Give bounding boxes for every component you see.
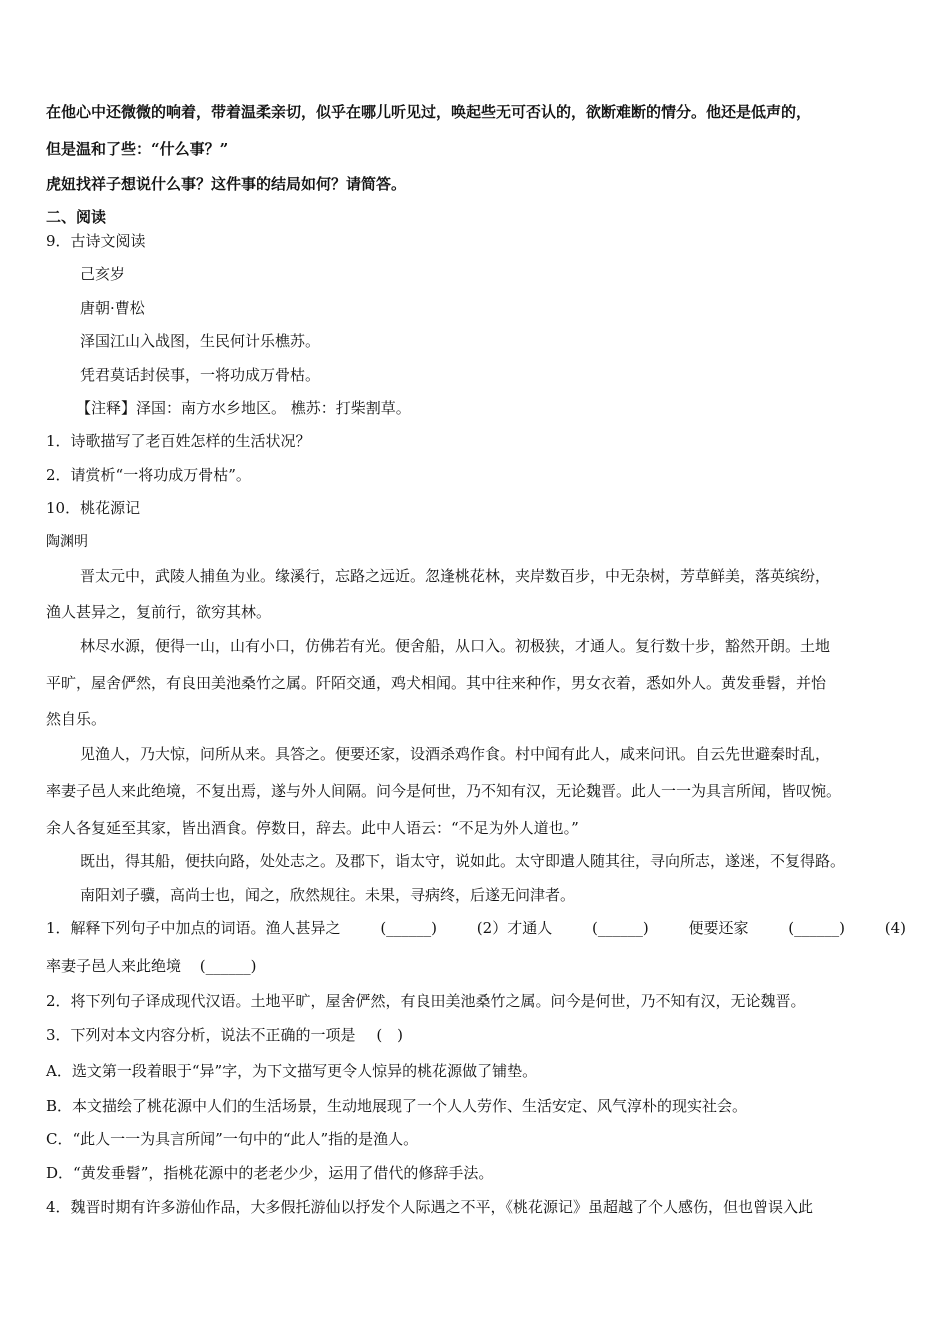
option-a: A．选文第一段着眼于“异”字，为下文描写更令人惊异的桃花源做了铺垫。 <box>46 1062 538 1080</box>
option-d: D．“黄发垂髫”，指桃花源中的老老少少，运用了借代的修辞手法。 <box>46 1164 494 1182</box>
text-p1-line-1: 晋太元中，武陵人捕鱼为业。缘溪行，忘路之远近。忽逢桃花林，夹岸数百步，中无杂树，芳草鲜美，落英缤纷， <box>80 567 831 585</box>
text-p2-line-3: 然自乐。 <box>46 710 107 728</box>
text-p3-line-1: 见渔人，乃大惊，问所从来。具答之。便要还家，设酒杀鸡作食。村中闻有此人，咸来问讯。自云先世避秦时乱， <box>80 745 831 763</box>
answer-paren[interactable]: ( ) <box>376 1026 404 1044</box>
section-heading: 二、阅读 <box>46 208 107 226</box>
text-p2-line-2: 平旷，屋舍俨然，有良田美池桑竹之属。阡陌交通，鸡犬相闻。其中往来种作，男女衣着，悉如外人。黄发垂髫，并怡 <box>46 674 827 692</box>
poem-verse-1: 泽国江山入战图，生民何计乐樵苏。 <box>80 332 321 350</box>
poem-verse-2: 凭君莫话封侯事，一将功成万骨枯。 <box>80 366 321 384</box>
text-p3-line-2: 率妻子邑人来此绝境，不复出焉，遂与外人间隔。问今是何世，乃不知有汉，无论魏晋。此人一一为具言所闻，皆叹惋。 <box>46 782 842 800</box>
text-p5-line-1: 南阳刘子骥，高尚士也，闻之，欣然规往。未果，寻病终，后遂无问津者。 <box>80 886 576 904</box>
q10-sub-1-text: 1．解释下列句子中加点的词语。渔人甚异之 <box>46 919 341 937</box>
blank-3[interactable]: (______) <box>788 919 845 937</box>
q10-sub-1-item-4-num: (4) <box>884 919 906 937</box>
q10-sub-2: 2．将下列句子译成现代汉语。土地平旷，屋舍俨然，有良田美池桑竹之属。问今是何世，乃不知有汉，无论魏晋。 <box>46 992 806 1010</box>
passage-line-2: 但是温和了些：“什么事？” <box>46 140 229 158</box>
passage-line-1: 在他心中还微微的响着，带着温柔亲切，似乎在哪儿听见过，唤起些无可否认的，欲断难断的情分。他还是低声的， <box>46 103 812 121</box>
poem-note: 【注释】泽国：南方水乡地区。 樵苏：打柴割草。 <box>76 399 411 417</box>
q10-sub-1-item-4: 率妻子邑人来此绝境 <box>46 957 182 975</box>
text-p1-line-2: 渔人甚异之，复前行，欲穷其林。 <box>46 603 272 621</box>
option-b: B．本文描绘了桃花源中人们的生活场景，生动地展现了一个人人劳作、生活安定、风气淳朴的现实社会。 <box>46 1097 748 1115</box>
q9-sub-1: 1．诗歌描写了老百姓怎样的生活状况？ <box>46 432 311 450</box>
q9-heading: 9．古诗文阅读 <box>46 232 146 250</box>
blank-4[interactable]: (______) <box>199 957 257 975</box>
text-p4-line-1: 既出，得其船，便扶向路，处处志之。及郡下，诣太守，说如此。太守即遣人随其往，寻向所志，遂迷，不复得路。 <box>80 852 846 870</box>
q9-sub-2: 2．请赏析“一将功成万骨枯”。 <box>46 466 251 484</box>
blank-1[interactable]: (______) <box>380 919 438 937</box>
q10-sub-3-text: 3．下列对本文内容分析，说法不正确的一项是 <box>46 1026 356 1044</box>
q10-author: 陶渊明 <box>46 534 88 550</box>
poem-author: 唐朝·曹松 <box>80 299 145 317</box>
q10-sub-1-row <box>46 918 906 938</box>
text-p2-line-1: 林尽水源，便得一山，山有小口，仿佛若有光。便舍船，从口入。初极狭，才通人。复行数十步，豁然开朗。土地 <box>80 637 831 655</box>
q10-sub-3 <box>46 1025 403 1045</box>
q10-sub-1-item-2: (2）才通人 <box>476 919 553 937</box>
passage-question: 虎妞找祥子想说什么事？这件事的结局如何？请简答。 <box>46 175 407 193</box>
q10-sub-1-item-3: 便要还家 <box>688 919 749 937</box>
q10-heading: 10．桃花源记 <box>46 499 141 517</box>
blank-2[interactable]: (______) <box>591 919 649 937</box>
q10-sub-1-row-2 <box>46 956 257 976</box>
text-p3-line-3: 余人各复延至其家，皆出酒食。停数日，辞去。此中人语云：“不足为外人道也。” <box>46 819 579 837</box>
option-c: C．“此人一一为具言所闻”一句中的“此人”指的是渔人。 <box>46 1130 419 1148</box>
poem-title: 己亥岁 <box>80 265 126 283</box>
q10-sub-4: 4．魏晋时期有许多游仙作品，大多假托游仙以抒发个人际遇之不平，《桃花源记》虽超越了个人感伤，但也曾误入此 <box>46 1198 814 1216</box>
